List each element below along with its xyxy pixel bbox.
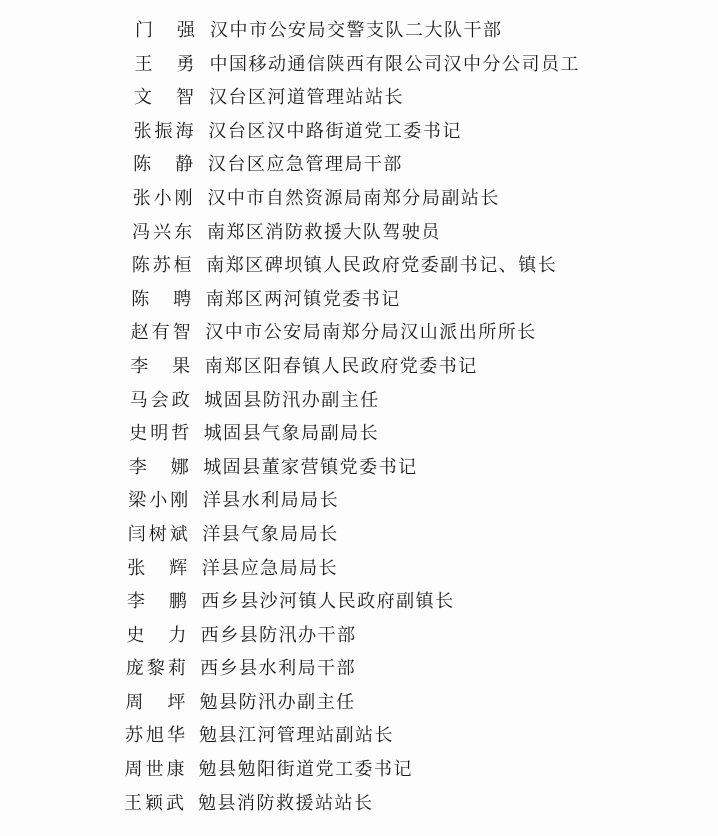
person-position: 汉中市自然资源局南郑分局副站长 bbox=[207, 187, 500, 209]
list-item bbox=[0, 14, 718, 48]
list-item bbox=[0, 686, 718, 720]
person-position: 西乡县防汛办干部 bbox=[200, 624, 357, 646]
person-position: 城固县董家营镇党委书记 bbox=[203, 456, 418, 478]
list-item bbox=[0, 316, 718, 350]
person-name: 冯兴东 bbox=[132, 221, 193, 243]
list-item bbox=[0, 518, 718, 552]
list-item bbox=[0, 148, 718, 182]
person-name: 门 强 bbox=[135, 20, 195, 41]
person-name: 王 勇 bbox=[134, 53, 195, 75]
list-item bbox=[0, 350, 718, 384]
person-position: 西乡县水利局干部 bbox=[200, 658, 357, 680]
list-item bbox=[0, 719, 718, 753]
person-position: 南郑区两河镇党委书记 bbox=[205, 288, 401, 310]
list-item bbox=[0, 484, 718, 518]
person-name: 苏旭华 bbox=[125, 725, 185, 747]
person-position: 南郑区阳春镇人民政府党委书记 bbox=[204, 355, 478, 377]
list-item bbox=[0, 216, 718, 250]
person-name: 王颖武 bbox=[124, 792, 184, 814]
person-name: 陈 静 bbox=[133, 154, 194, 176]
list-item bbox=[0, 48, 718, 82]
person-name: 张 辉 bbox=[127, 557, 188, 579]
person-position: 中国移动通信陕西有限公司汉中分公司员工 bbox=[209, 53, 580, 75]
person-position: 勉县消防救援站站长 bbox=[198, 792, 374, 814]
person-name: 张振海 bbox=[133, 120, 194, 142]
person-position: 城固县气象局副局长 bbox=[203, 423, 380, 445]
person-name: 周世康 bbox=[124, 759, 185, 781]
list-item bbox=[0, 585, 718, 619]
person-name: 庞黎莉 bbox=[125, 658, 186, 680]
list-item bbox=[0, 249, 718, 283]
list-item bbox=[0, 619, 718, 653]
person-name: 李 鹏 bbox=[126, 591, 187, 613]
person-name: 张小刚 bbox=[132, 187, 193, 209]
person-name: 陈苏桓 bbox=[131, 255, 192, 277]
person-position: 汉台区应急管理局干部 bbox=[207, 154, 403, 176]
person-position: 汉中市公安局南郑分局汉山派出所所长 bbox=[205, 322, 537, 344]
person-name: 马会政 bbox=[129, 389, 190, 411]
list-item bbox=[0, 417, 718, 451]
person-position: 勉县防汛办副主任 bbox=[199, 691, 356, 713]
person-name: 史 力 bbox=[126, 624, 187, 646]
list-item bbox=[0, 552, 718, 586]
person-name: 李 娜 bbox=[128, 456, 189, 478]
person-name: 史明哲 bbox=[129, 423, 190, 445]
person-position: 城固县防汛办副主任 bbox=[204, 389, 380, 411]
person-name: 赵有智 bbox=[130, 322, 191, 344]
person-position: 汉台区河道管理站站长 bbox=[209, 87, 404, 109]
list-item bbox=[0, 115, 718, 149]
list-item bbox=[0, 81, 718, 115]
person-name: 周 坪 bbox=[125, 691, 186, 713]
person-position: 洋县气象局局长 bbox=[202, 523, 339, 545]
list-item bbox=[0, 787, 718, 821]
person-name: 文 智 bbox=[134, 87, 194, 109]
person-position: 汉中市公安局交警支队二大队干部 bbox=[210, 20, 503, 41]
honor-name-list bbox=[0, 14, 718, 820]
person-position: 汉台区汉中路街道党工委书记 bbox=[208, 120, 462, 142]
person-position: 西乡县沙河镇人民政府副镇长 bbox=[201, 591, 455, 613]
list-item bbox=[0, 384, 718, 418]
person-position: 洋县应急局局长 bbox=[201, 557, 339, 579]
list-item bbox=[0, 451, 718, 485]
person-name: 闫树斌 bbox=[127, 523, 188, 545]
person-position: 勉县江河管理站副站长 bbox=[199, 725, 394, 747]
person-name: 梁小刚 bbox=[128, 490, 189, 512]
person-name: 李 果 bbox=[130, 355, 191, 377]
list-item bbox=[0, 753, 718, 787]
person-name: 陈 聘 bbox=[131, 288, 192, 310]
person-position: 洋县水利局局长 bbox=[202, 490, 340, 512]
list-item bbox=[0, 652, 718, 686]
person-position: 南郑区碑坝镇人民政府党委副书记、镇长 bbox=[206, 255, 558, 277]
list-item bbox=[0, 283, 718, 317]
person-position: 南郑区消防救援大队驾驶员 bbox=[206, 221, 441, 243]
person-position: 勉县勉阳街道党工委书记 bbox=[198, 759, 413, 781]
list-item bbox=[0, 182, 718, 216]
